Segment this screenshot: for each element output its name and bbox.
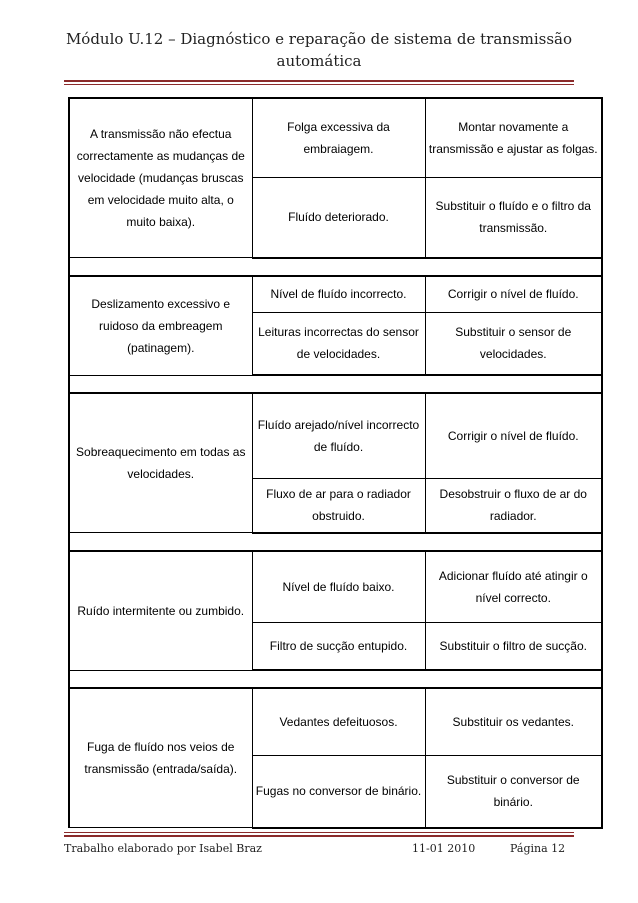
table-row (69, 393, 602, 479)
cause-cell: Filtro de sucção entupido. (252, 622, 425, 670)
table-row (69, 276, 602, 313)
symptom-cell: Sobreaquecimento em todas as velocidades. (69, 393, 252, 533)
page-number: Página 12 (510, 842, 566, 855)
header-divider (64, 80, 574, 82)
cause-cell: Fluído arejado/nível incorrecto de fluído. (252, 393, 425, 479)
cause-cell: Vedantes defeituosos. (252, 688, 425, 756)
header-title-line2: automática (276, 52, 362, 70)
solution-cell: Corrigir o nível de fluído. (425, 276, 602, 313)
symptom-cell: Deslizamento excessivo e ruidoso da embreagem (patinagem). (69, 276, 252, 376)
table-row (69, 688, 602, 756)
symptom-cell: Fuga de fluído nos veios de transmissão (entrada/saída). (69, 688, 252, 828)
solution-cell: Desobstruir o fluxo de ar do radiador. (425, 479, 602, 533)
solution-cell: Substituir o filtro de sucção. (425, 622, 602, 670)
group-spacer (69, 258, 602, 276)
cause-cell: Nível de fluído incorrecto. (252, 276, 425, 313)
symptom-cell: Ruído intermitente ou zumbido. (69, 551, 252, 671)
fault-diagnosis-table (68, 97, 603, 829)
page-header (64, 28, 574, 72)
cause-cell: Leituras incorrectas do sensor de velocidades. (252, 312, 425, 375)
solution-cell: Montar novamente a transmissão e ajustar as folgas. (425, 98, 602, 178)
group-spacer (69, 375, 602, 393)
cause-cell: Folga excessiva da embraiagem. (252, 98, 425, 178)
footer-divider-thin (64, 832, 574, 833)
cause-cell: Fluxo de ar para o radiador obstruido. (252, 479, 425, 533)
table-row (69, 98, 602, 178)
group-spacer (69, 670, 602, 688)
header-divider-thin (64, 84, 574, 85)
cause-cell: Fugas no conversor de binário. (252, 756, 425, 828)
cause-cell: Fluído deteriorado. (252, 178, 425, 258)
symptom-cell: A transmissão não efectua correctamente as mudanças de velocidade (mudanças bruscas em velocidade muito alta, o muito baixa). (69, 98, 252, 258)
solution-cell: Substituir o sensor de velocidades. (425, 312, 602, 375)
cause-cell: Nível de fluído baixo. (252, 551, 425, 623)
header-title-line1: Módulo U.12 – Diagnóstico e reparação de sistema de transmissão (65, 30, 573, 48)
solution-cell: Substituir o conversor de binário. (425, 756, 602, 828)
table-row (69, 551, 602, 623)
footer-author: Trabalho elaborado por Isabel Braz (64, 842, 262, 855)
group-spacer (69, 533, 602, 551)
solution-cell: Substituir o fluído e o filtro da transmissão. (425, 178, 602, 258)
solution-cell: Adicionar fluído até atingir o nível correcto. (425, 551, 602, 623)
solution-cell: Corrigir o nível de fluído. (425, 393, 602, 479)
footer-divider (64, 835, 574, 837)
solution-cell: Substituir os vedantes. (425, 688, 602, 756)
footer-date: 11-01 2010 (412, 842, 476, 855)
